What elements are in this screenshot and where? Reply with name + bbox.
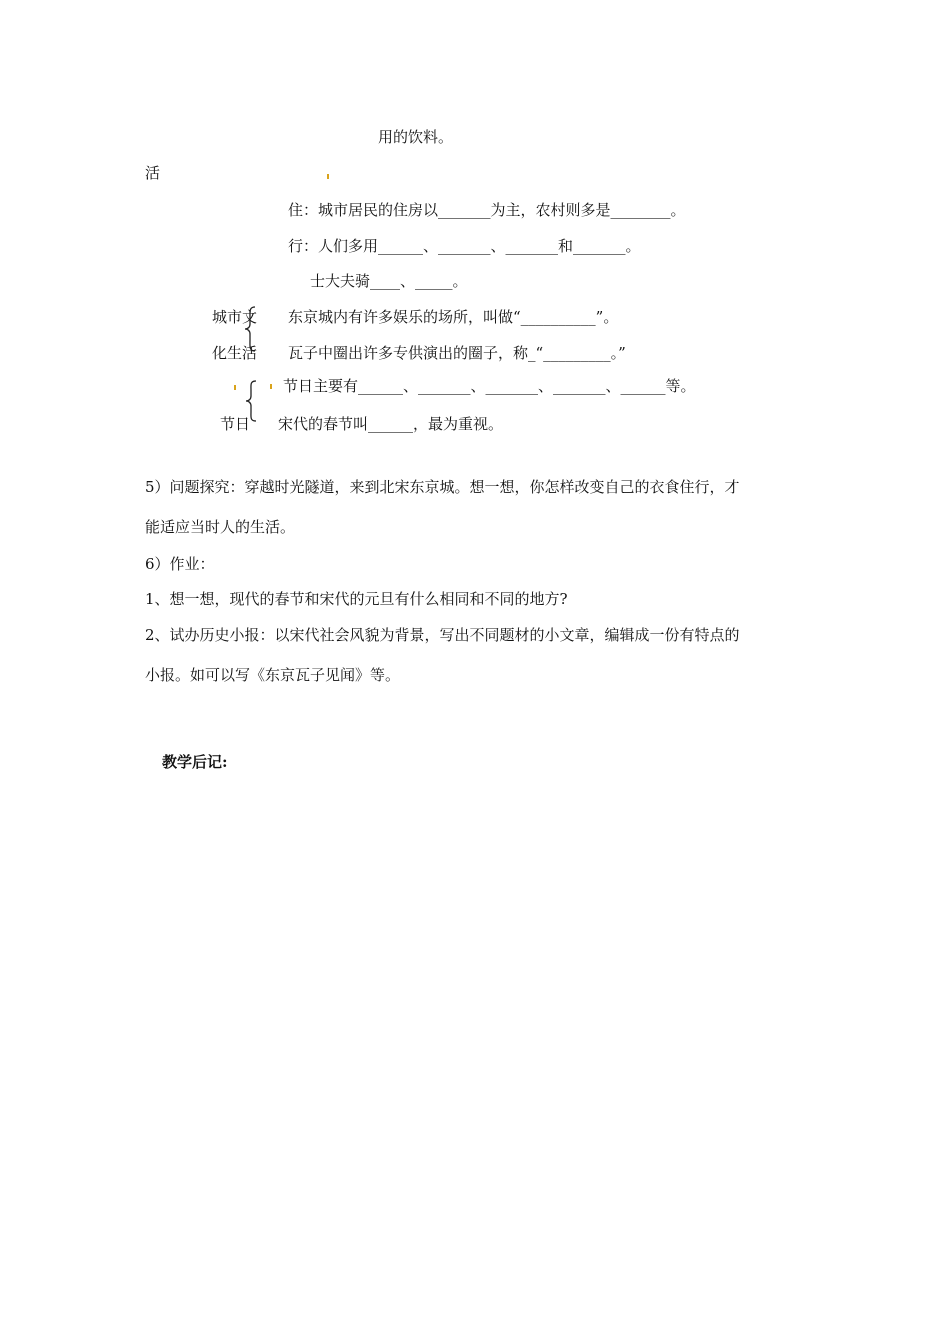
culture-line1: 东京城内有许多娱乐的场所，叫做“__________”。 [288,308,619,326]
homework-item1: 1、想一想，现代的春节和宋代的元旦有什么相同和不同的地方? [145,590,568,608]
transport-line: 行：人们多用______、_______、_______和_______。 [288,237,641,255]
teaching-notes-title: 教学后记: [162,753,228,771]
yellow-mark [327,174,329,179]
culture-label-line2: 化生活 [212,344,258,362]
yellow-mark [270,384,272,389]
homework-title: 6）作业： [145,555,215,573]
culture-brace-icon [243,306,257,352]
housing-line: 住：城市居民的住房以_______为主，农村则多是________。 [288,201,686,219]
festival-label: 节日 [220,415,251,433]
question5-line1: 5）问题探究：穿越时光隧道，来到北宋东京城。想一想，你怎样改变自己的衣食住行，才 [145,478,740,496]
homework-item2-line2: 小报。如可以写《东京瓦子见闻》等。 [145,666,401,684]
question5-line2: 能适应当时人的生活。 [145,518,296,536]
homework-item2-line1: 2、试办历史小报：以宋代社会风貌为背景，写出不同题材的小文章，编辑成一份有特点的 [145,626,740,644]
festival-line1: 节日主要有______、_______、_______、_______、______等。 [283,377,696,395]
scholars-line: 士大夫骑____、_____。 [310,272,468,290]
culture-label-line1: 城市文 [212,308,258,326]
huo-char: 活 [145,164,161,182]
yellow-mark [234,385,236,390]
festival-line2: 宋代的春节叫______，最为重视。 [278,415,504,433]
drink-line: 用的饮料。 [378,128,454,146]
culture-line2: 瓦子中圈出许多专供演出的圈子，称_“_________。” [288,344,626,362]
